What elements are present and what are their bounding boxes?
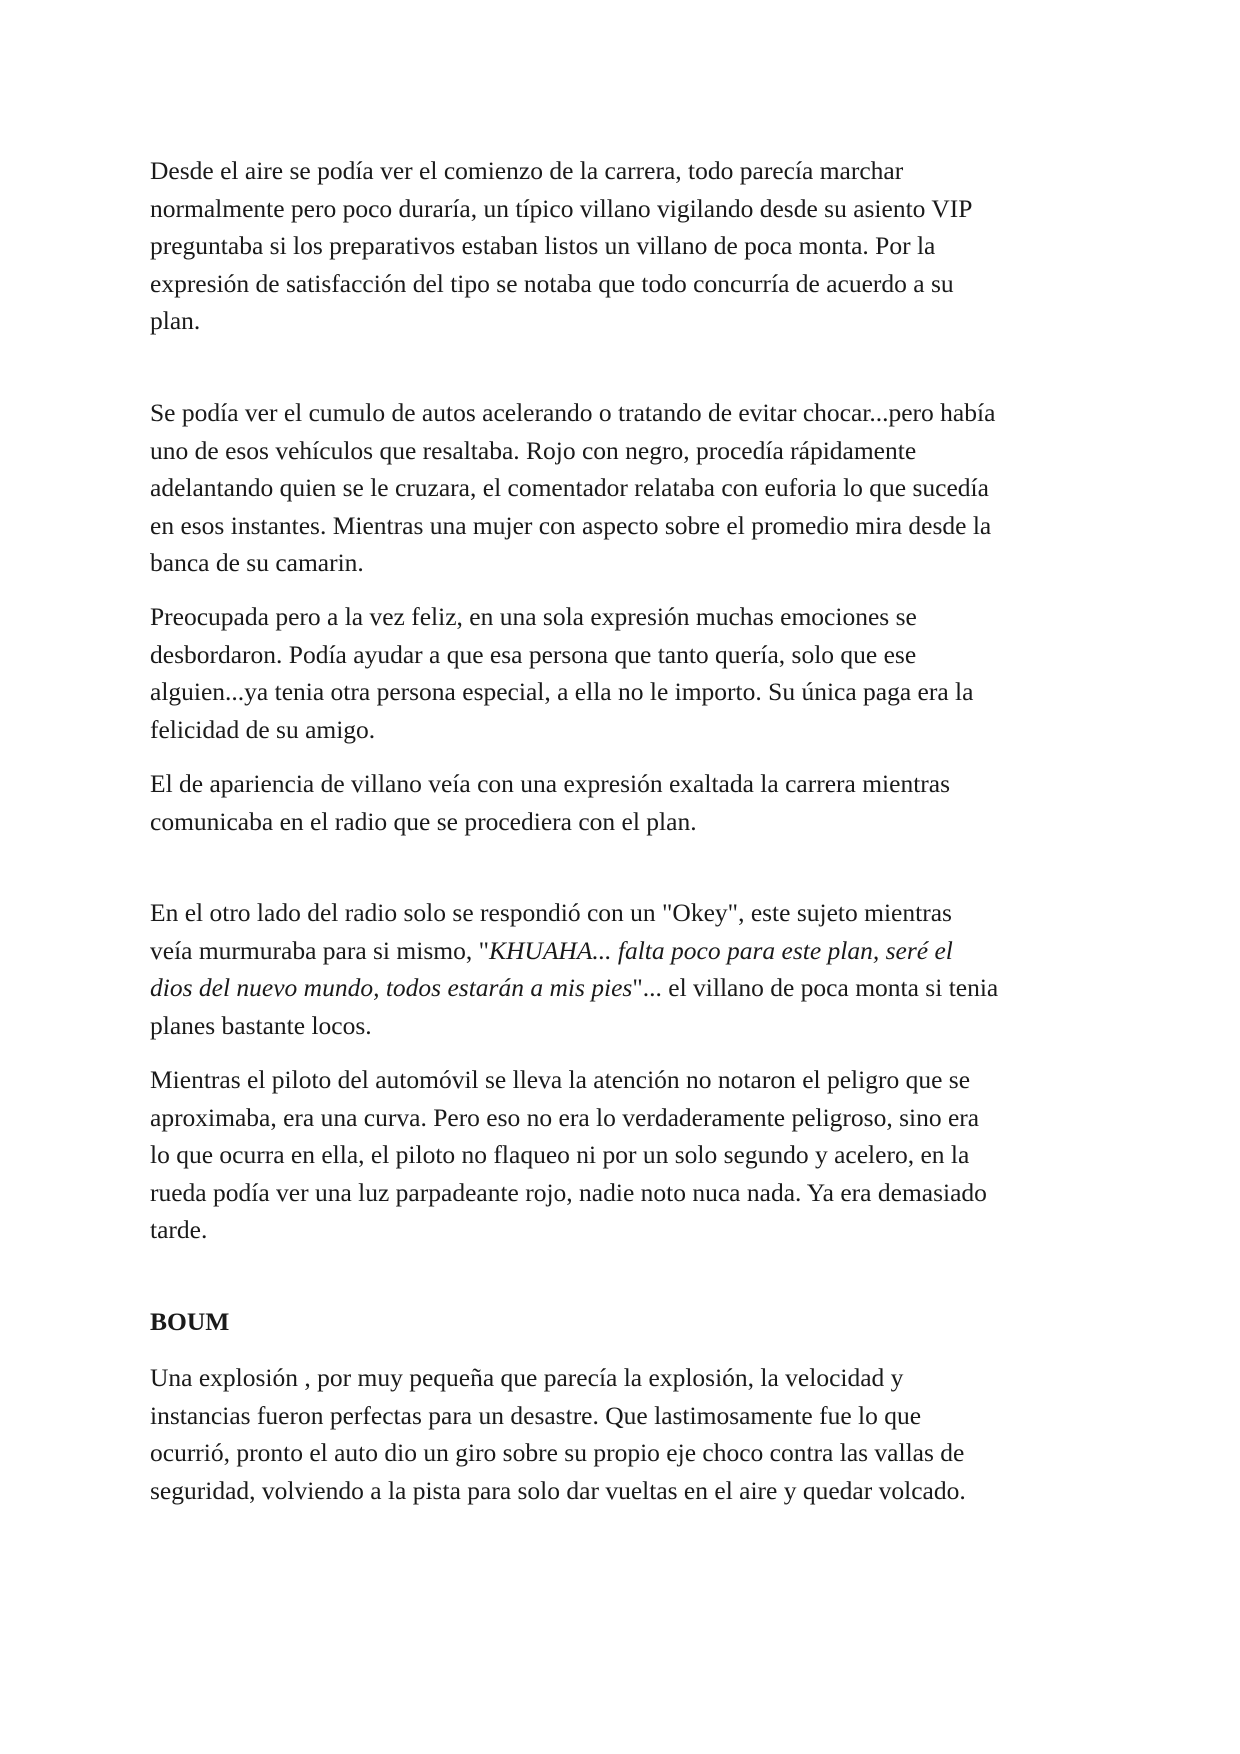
- text-line: lo que ocurra en ella, el piloto no flaqueo ni por un solo segundo y acelero, en la: [150, 1140, 970, 1169]
- paragraph-2: [150, 394, 1100, 582]
- text-line: tarde.: [150, 1215, 208, 1244]
- text-line: banca de su camarin.: [150, 548, 364, 577]
- paragraph-5: [150, 894, 1100, 1044]
- text-normal: "... el villano de poca monta si tenia: [632, 973, 999, 1002]
- paragraph-1: [150, 152, 1100, 340]
- text-line: En el otro lado del radio solo se respondió con un "Okey", este sujeto mientras: [150, 898, 952, 927]
- text-line: seguridad, volviendo a la pista para solo dar vueltas en el aire y quedar volcado.: [150, 1475, 966, 1505]
- text-line: adelantando quien se le cruzara, el comentador relataba con euforia lo que sucedía: [150, 473, 989, 502]
- text-line: preguntaba si los preparativos estaban listos un villano de poca monta. Por la: [150, 231, 936, 260]
- text-line: comunicaba en el radio que se procediera con el plan.: [150, 806, 697, 836]
- paragraph-4: [150, 765, 1100, 840]
- text-normal: veía murmuraba para si mismo, ": [150, 935, 489, 965]
- text-line: normalmente pero poco duraría, un típico villano vigilando desde su asiento VIP: [150, 193, 973, 223]
- text-line-mixed: [150, 932, 1100, 970]
- paragraph-6: [150, 1061, 1100, 1249]
- text-line: Desde el aire se podía ver el comienzo de la carrera, todo parecía marchar: [150, 156, 904, 185]
- text-italic-quote: KHUAHA... falta poco para este plan, seré el: [488, 935, 953, 965]
- text-line: Mientras el piloto del automóvil se lleva la atención no notaron el peligro que se: [150, 1065, 971, 1094]
- text-line: en esos instantes. Mientras una mujer con aspecto sobre el promedio mira desde la: [150, 510, 992, 540]
- text-line: instancias fueron perfectas para un desastre. Que lastimosamente fue lo que: [150, 1400, 922, 1430]
- text-line: ocurrió, pronto el auto dio un giro sobre su propio eje choco contra las vallas de: [150, 1438, 965, 1467]
- text-line: expresión de satisfacción del tipo se notaba que todo concurría de acuerdo a su: [150, 268, 954, 298]
- text-line: El de apariencia de villano veía con una expresión exaltada la carrera mientras: [150, 769, 951, 798]
- text-line: rueda podía ver una luz parpadeante rojo, nadie noto nuca nada. Ya era demasiado: [150, 1177, 987, 1207]
- text-line: alguien...ya tenia otra persona especial, a ella no le importo. Su única paga era la: [150, 677, 974, 706]
- text-line: felicidad de su amigo.: [150, 714, 376, 744]
- text-line: aproximaba, era una curva. Pero eso no era lo verdaderamente peligroso, sino era: [150, 1102, 980, 1132]
- text-line: Una explosión , por muy pequeña que parecía la explosión, la velocidad y: [150, 1363, 904, 1392]
- text-line: Preocupada pero a la vez feliz, en una sola expresión muchas emociones se: [150, 602, 917, 631]
- paragraph-3: [150, 598, 1100, 748]
- text-line: desbordaron. Podía ayudar a que esa persona que tanto quería, solo que ese: [150, 639, 917, 669]
- text-line: Se podía ver el cumulo de autos acelerando o tratando de evitar chocar...pero había: [150, 398, 996, 427]
- text-italic-quote: dios del nuevo mundo, todos estarán a mis pies: [150, 973, 633, 1002]
- text-line: uno de esos vehículos que resaltaba. Rojo con negro, procedía rápidamente: [150, 435, 917, 465]
- section-heading: BOUM: [150, 1307, 230, 1336]
- text-line-mixed: [150, 969, 1100, 1007]
- text-line: plan.: [150, 306, 201, 335]
- text-line: planes bastante locos.: [150, 1010, 372, 1040]
- paragraph-7: [150, 1359, 1100, 1509]
